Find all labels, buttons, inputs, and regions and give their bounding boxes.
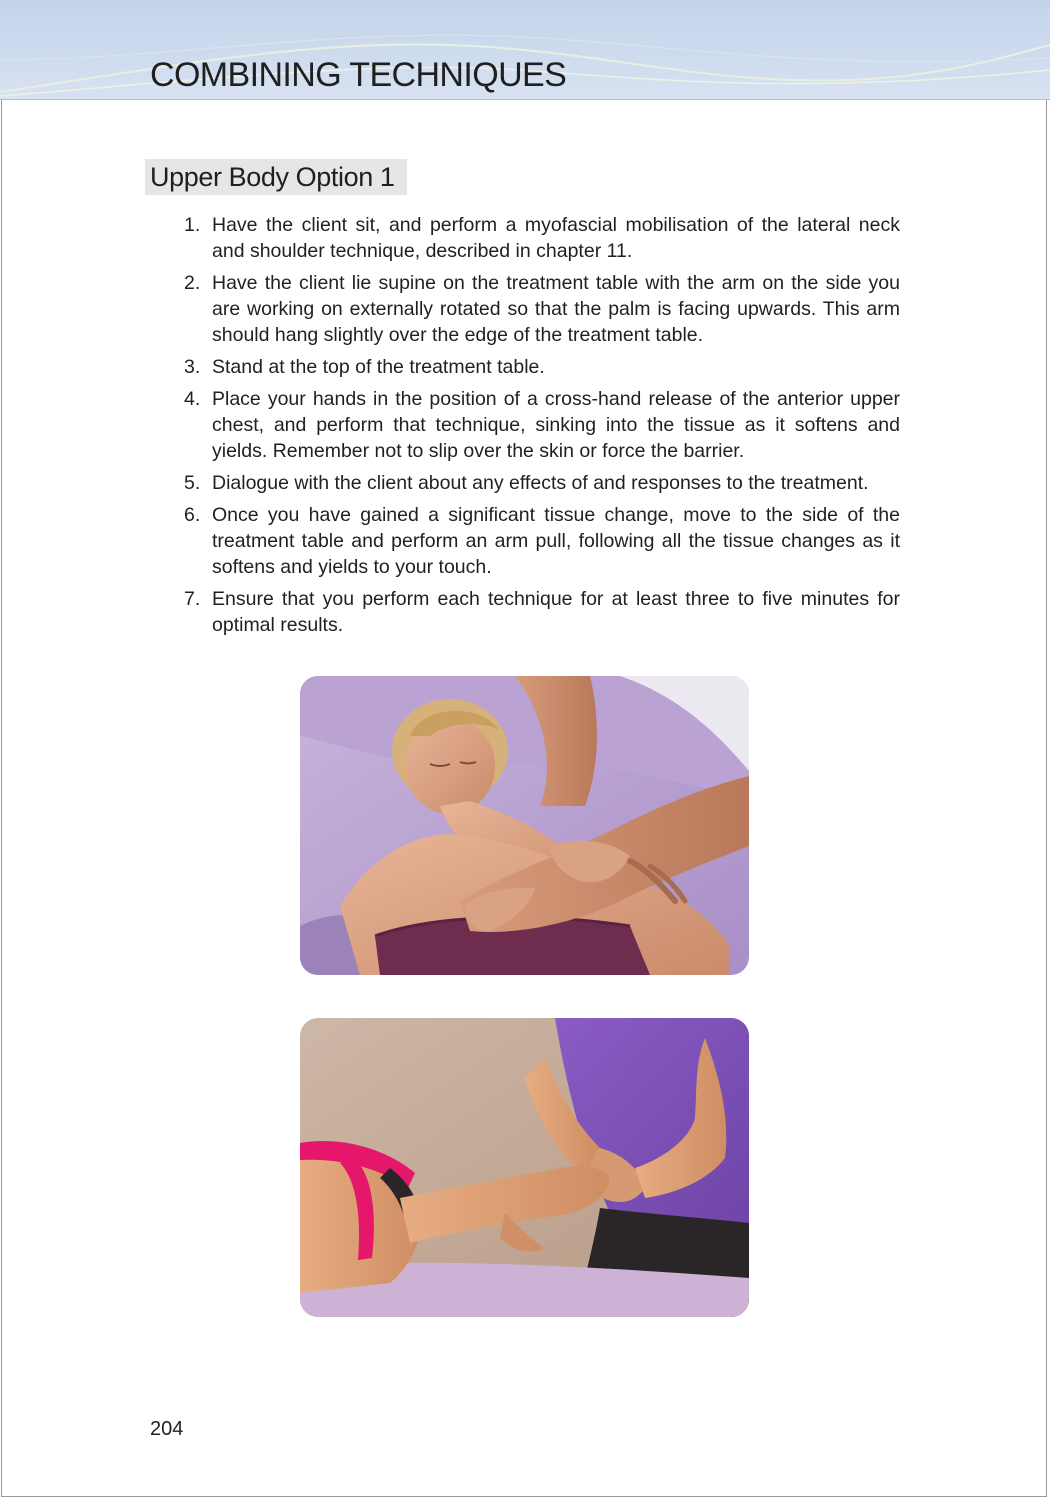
list-item <box>184 386 900 464</box>
chapter-title: COMBINING TECHNIQUES <box>150 56 567 94</box>
step-text: Place your hands in the position of a cross-hand release of the anterior upper chest, and perform that technique, sinking into the tissue as it softens and yields. Remember not to slip over the skin or force the barrier. <box>212 388 900 462</box>
page-number: 204 <box>150 1418 184 1440</box>
list-item <box>184 354 900 380</box>
step-text: Have the client sit, and perform a myofascial mobilisation of the lateral neck and shoulder technique, described in chapter 11. <box>212 214 900 262</box>
step-text: Dialogue with the client about any effects of and responses to the treatment. <box>212 472 869 494</box>
steps-list <box>184 212 900 644</box>
step-number: 2. <box>184 272 201 294</box>
step-number: 6. <box>184 504 201 526</box>
step-number: 1. <box>184 214 201 236</box>
step-text: Once you have gained a significant tissue change, move to the side of the treatment table and perform an arm pull, following all the tissue changes as it softens and yields to your touch. <box>212 504 900 578</box>
step-number: 5. <box>184 472 201 494</box>
photo-arm-pull <box>300 1018 749 1317</box>
step-number: 3. <box>184 356 201 378</box>
step-number: 7. <box>184 588 201 610</box>
list-item <box>184 502 900 580</box>
step-number: 4. <box>184 388 201 410</box>
step-text: Ensure that you perform each technique for at least three to five minutes for optimal results. <box>212 588 900 636</box>
list-item <box>184 270 900 348</box>
list-item <box>184 470 900 496</box>
step-text: Stand at the top of the treatment table. <box>212 356 545 378</box>
step-text: Have the client lie supine on the treatment table with the arm on the side you are working on externally rotated so that the palm is facing upwards. This arm should hang slightly over the edge of the treatment table. <box>212 272 900 346</box>
header-rule <box>0 99 1050 100</box>
list-item <box>184 586 900 638</box>
photo-cross-hand-release <box>300 676 749 975</box>
list-item <box>184 212 900 264</box>
section-heading: Upper Body Option 1 <box>145 159 407 195</box>
